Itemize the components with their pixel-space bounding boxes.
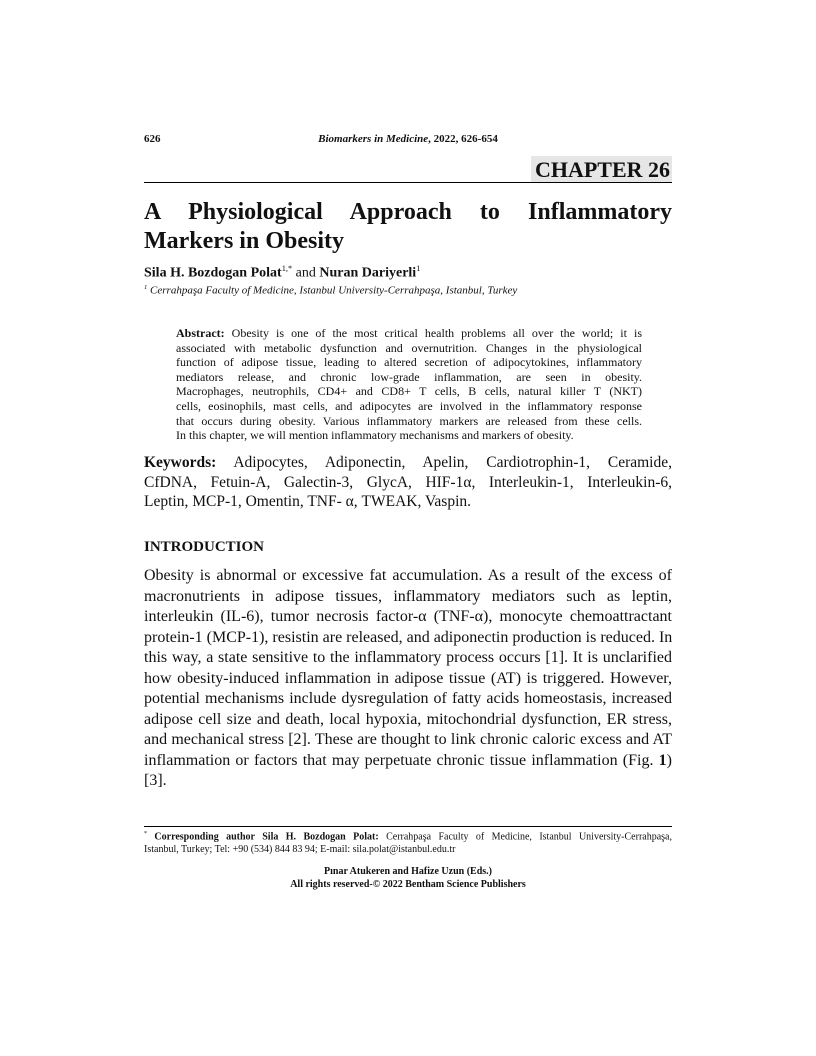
affiliation (144, 284, 517, 297)
footnote-text: Cerrahpaşa Faculty of Medicine, Istanbul University-Cerrahpaşa, (378, 831, 672, 843)
abstract-line: that occurs during obesity. Various inflammatory markers are released from these cells. (176, 413, 642, 428)
header-rule (144, 182, 672, 183)
authors (144, 260, 420, 283)
citation-ref: [3]. (144, 772, 167, 789)
section-heading: INTRODUCTION (144, 539, 265, 555)
body-line: macronutrients in adipose tissues, inflammatory mediators such as leptin, (144, 587, 672, 605)
body-text: inflammation or factors that may perpetuate chronic tissue inflammation (Fig. (144, 751, 659, 769)
abstract-text: Obesity is one of the most critical health problems all over the world; it is (224, 326, 642, 340)
footnote-line (144, 828, 672, 843)
figure-ref[interactable]: 1 (658, 751, 667, 769)
abstract-line (176, 326, 642, 341)
abstract-line: Macrophages, neutrophils, CD4+ and CD8+ T cells, B cells, natural killer T (NKT) (176, 384, 642, 399)
keywords-label: Keywords: (144, 454, 217, 471)
chapter-title (144, 198, 672, 256)
affiliation-text: Cerrahpaşa Faculty of Medicine, Istanbul University-Cerrahpaşa, Istanbul, Turkey (147, 284, 518, 297)
footnote-label: Corresponding author Sila H. Bozdogan Polat: (147, 831, 379, 843)
author-1-sup: 1,* (281, 264, 293, 273)
body-text: ) (666, 751, 672, 769)
body-line: Obesity is abnormal or excessive fat accumulation. As a result of the excess of (144, 567, 672, 584)
author-2-sup: 1 (416, 264, 421, 273)
intro-paragraph (144, 566, 672, 792)
title-line: Markers in Obesity (144, 228, 344, 254)
keywords-line (144, 453, 672, 473)
abstract (176, 326, 642, 443)
abstract-label: Abstract: (176, 326, 225, 340)
keywords-line: CfDNA, Fetuin-A, Galectin-3, GlycA, HIF-1α, Interleukin-1, Interleukin-6, (144, 473, 672, 491)
footnote-sup: * (144, 831, 147, 837)
abstract-line: function of adipose tissue, leading to altered secretion of adipocytokines, inflammatory (176, 355, 642, 370)
footnote-line: Istanbul, Turkey; Tel: +90 (534) 844 83 94; E-mail: sila.polat@istanbul.edu.tr (144, 844, 456, 856)
body-line: protein-1 (MCP-1), resistin are released, and adiponectin production is reduced. In (144, 628, 673, 646)
abstract-line: cells, eosinophils, mast cells, and adipocytes are involved in the inflammatory response (176, 398, 642, 413)
editors: Pınar Atukeren and Hafize Uzun (Eds.) (324, 866, 492, 877)
abstract-line: In this chapter, we will mention inflammatory mechanisms and markers of obesity. (176, 428, 574, 443)
footnote-rule (144, 826, 672, 827)
chapter-label: CHAPTER 26 (531, 156, 672, 183)
body-line: this way, a state sensitive to the inflammatory process occurs [1]. It is unclarified (144, 649, 672, 666)
copyright: All rights reserved-© 2022 Bentham Science Publishers (290, 879, 526, 890)
body-line: how obesity-induced inflammation in adipose tissue (AT) is triggered. However, (144, 669, 672, 687)
author-1: Sila H. Bozdogan Polat (144, 265, 282, 281)
abstract-line: mediators release, and chronic low-grade inflammation, are seen in obesity. (176, 369, 642, 384)
abstract-line: associated with metabolic dysfunction and overnutrition. Changes in the physiological (176, 340, 642, 355)
body-line: potential mechanisms include dysregulation of fatty acids homeostasis, increased (144, 690, 672, 707)
body-line: and mechanical stress [2]. These are thought to link chronic caloric excess and AT (144, 731, 672, 748)
body-line: adipose cell size and death, local hypoxia, mitochondrial dysfunction, ER stress, (144, 710, 672, 728)
keywords-line: Leptin, MCP-1, Omentin, TNF- α, TWEAK, Vaspin. (144, 493, 472, 510)
author-and: and (292, 265, 320, 281)
author-2: Nuran Dariyerli (319, 265, 417, 281)
running-header (144, 133, 672, 145)
affiliation-sup: 1 (144, 284, 148, 291)
journal-info: , 2022, 626-654 (428, 133, 498, 145)
editors-block (144, 865, 672, 891)
keywords (144, 453, 672, 512)
page-number: 626 (144, 133, 161, 145)
title-line: A Physiological Approach to Inflammatory (144, 199, 672, 225)
footnote (144, 828, 672, 856)
body-line (144, 751, 672, 772)
keywords-text: Adipocytes, Adiponectin, Apelin, Cardiotrophin-1, Ceramide, (216, 454, 672, 471)
body-line: interleukin (IL-6), tumor necrosis factor-α (TNF-α), monocyte chemoattractant (144, 608, 672, 625)
journal-name: Biomarkers in Medicine (318, 133, 429, 145)
